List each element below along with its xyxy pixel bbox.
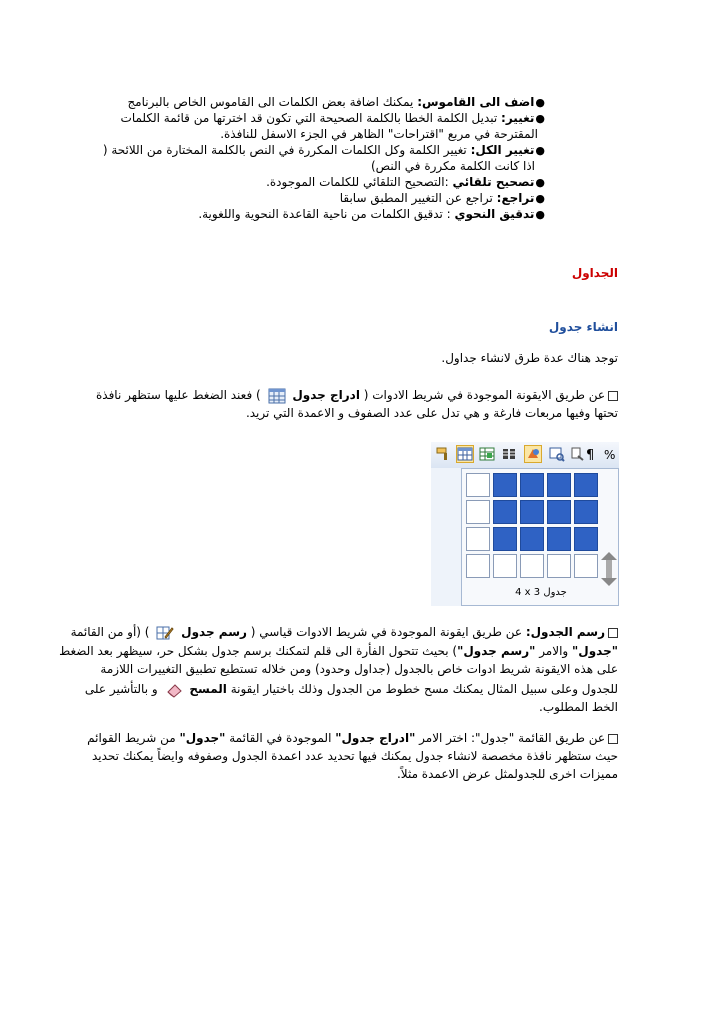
grid-cell-selected[interactable] bbox=[574, 527, 598, 551]
grid-cell[interactable] bbox=[466, 527, 490, 551]
table-picker-screenshot bbox=[431, 442, 619, 606]
method2-text: ) (أو من القائمة bbox=[70, 625, 150, 639]
bullet-bold: تراجع: bbox=[496, 191, 535, 205]
zoom-percent-icon bbox=[603, 446, 619, 462]
method3-bold: "ادراج جدول" bbox=[335, 731, 416, 745]
method2-line bbox=[71, 624, 618, 641]
grid-cell-selected[interactable] bbox=[493, 500, 517, 524]
method3-text: من شريط القوائم bbox=[87, 731, 180, 745]
grid-cell[interactable] bbox=[466, 554, 490, 578]
bullet-item bbox=[340, 190, 545, 207]
bullet-dot: ● bbox=[535, 112, 545, 125]
method2-line: الخط المطلوب. bbox=[539, 700, 618, 714]
method2-text: والامر bbox=[535, 644, 573, 658]
subsection-heading: انشاء جدول bbox=[548, 320, 618, 334]
svg-text:%: % bbox=[604, 448, 616, 462]
method1-line bbox=[96, 387, 618, 404]
method3-text: الموجودة في القائمة bbox=[225, 731, 336, 745]
bullet-bold: تدقيق النحوي bbox=[454, 207, 535, 221]
method2-text: للجدول وعلى سبيل المثال يمكنك مسح خطوط من الجدول وذلك باختيار ايقونة bbox=[230, 682, 618, 696]
method3-text: عن طريق القائمة "جدول": اختر الامر bbox=[415, 731, 605, 745]
insert-table-icon bbox=[457, 446, 473, 462]
method3-line bbox=[87, 730, 618, 746]
bullet-dot: ● bbox=[535, 96, 545, 109]
grid-cell-selected[interactable] bbox=[520, 500, 544, 524]
bullet-dot: ● bbox=[535, 208, 545, 221]
grid-cell-selected[interactable] bbox=[520, 527, 544, 551]
bullet-bold: تغيير الكل: bbox=[470, 143, 535, 157]
method2-text: ) بحيث تتحول الفأرة الى قلم لتمكنك برسم جدول بشكل حر، سيظهر بعد الضغط bbox=[59, 644, 458, 658]
method2-bold: "جدول" bbox=[572, 644, 618, 658]
grid-cell-selected[interactable] bbox=[574, 500, 598, 524]
format-painter-icon bbox=[435, 446, 451, 462]
grid-cell-selected[interactable] bbox=[547, 527, 571, 551]
bullet-item bbox=[103, 142, 545, 159]
method1-text: ) فعند الضغط عليها ستظهر نافذة bbox=[95, 388, 261, 402]
bullet-item bbox=[266, 174, 545, 191]
bullet-text: تراجع عن التغيير المطبق سابقا bbox=[339, 191, 497, 205]
left-panel-strip bbox=[431, 468, 461, 606]
drawing-icon bbox=[525, 446, 541, 462]
ruler-marker-icon bbox=[599, 550, 619, 586]
bullet-dot: ● bbox=[535, 144, 545, 157]
grid-cell[interactable] bbox=[520, 554, 544, 578]
grid-cell-selected[interactable] bbox=[547, 500, 571, 524]
grid-cell[interactable] bbox=[466, 500, 490, 524]
grid-cell-selected[interactable] bbox=[493, 527, 517, 551]
bullet-text: تبديل الكلمة الخطا بالكلمة الصحيحة التي تكون قد اخترتها من قائمة الكلمات bbox=[120, 111, 502, 125]
method1-text: عن طريق الايقونة الموجودة في شريط الادوات ( bbox=[363, 388, 605, 402]
grid-size-caption: 4 x 3 جدول bbox=[515, 587, 567, 598]
grid-cell[interactable] bbox=[574, 554, 598, 578]
method1-line: تحتها وفيها مربعات فارغة و هي تدل على عدد الصفوف و الاعمدة التي تريد. bbox=[245, 406, 618, 420]
bullet-bold: اضف الى القاموس: bbox=[417, 95, 535, 109]
table-grid-panel bbox=[461, 468, 619, 606]
section-heading: الجداول bbox=[571, 266, 618, 280]
method1-bold: ادراج جدول bbox=[292, 388, 360, 402]
checkbox-bullet-icon bbox=[608, 391, 618, 401]
bullet-text: تغيير الكلمة وكل الكلمات المكررة في النص بالكلمة المختارة من اللائحة ( bbox=[102, 143, 471, 157]
method3-line: حيث ستظهر نافذة مخصصة لانشاء جدول يمكنك فيها تحديد عدد اعمدة الجدول وصفوفه وايضاً يمكنك تحديد bbox=[91, 749, 618, 763]
method2-bold: المسح bbox=[189, 682, 227, 696]
bullet-bold: تغيير: bbox=[501, 111, 535, 125]
checkbox-bullet-icon bbox=[608, 628, 618, 638]
bullet-text: : تدقيق الكلمات من ناحية القاعدة النحوية واللغوية. bbox=[198, 207, 455, 221]
grid-cell[interactable] bbox=[493, 554, 517, 578]
document-map-icon bbox=[549, 446, 565, 462]
checkbox-bullet-icon bbox=[608, 734, 618, 744]
bullet-text: اذا كانت الكلمة مكررة في النص) bbox=[370, 159, 535, 173]
method2-text: عن طريق ايقونة الموجودة في شريط الادوات قياسي ( bbox=[250, 625, 526, 639]
columns-icon bbox=[501, 446, 517, 462]
intro-paragraph: توجد هناك عدة طرق لانشاء جداول. bbox=[441, 351, 618, 365]
method2-text: و بالتأشير على bbox=[84, 682, 158, 696]
grid-cell-selected[interactable] bbox=[547, 473, 571, 497]
insert-table-icon bbox=[268, 388, 286, 404]
bullet-item bbox=[127, 94, 545, 111]
bullet-continuation bbox=[220, 126, 538, 142]
grid-cell[interactable] bbox=[547, 554, 571, 578]
bullet-item bbox=[121, 110, 545, 127]
method2-line bbox=[59, 643, 618, 659]
draw-table-icon bbox=[156, 625, 174, 641]
bullet-bold: تصحيح تلقائي bbox=[452, 175, 535, 189]
toolbar-strip bbox=[431, 442, 619, 469]
bullet-text: :التصحيح التلقائي للكلمات الموجودة. bbox=[266, 175, 453, 189]
method2-bold: "رسم جدول" bbox=[457, 644, 536, 658]
grid-cell[interactable] bbox=[466, 473, 490, 497]
excel-worksheet-icon bbox=[479, 446, 495, 462]
method2-line bbox=[85, 681, 618, 698]
eraser-icon bbox=[165, 682, 183, 698]
bullet-text: المقترحة في مربع "اقتراحات" الظاهر في الجزء الاسفل للنافذة. bbox=[220, 127, 538, 141]
bullet-dot: ● bbox=[535, 176, 545, 189]
bullet-item bbox=[198, 206, 545, 223]
method3-line: مميزات اخرى للجدولمثل عرض الاعمدة مثلاً. bbox=[396, 767, 618, 781]
pilcrow-icon bbox=[583, 446, 599, 462]
grid-cell-selected[interactable] bbox=[493, 473, 517, 497]
svg-text:¶: ¶ bbox=[586, 448, 595, 462]
bullet-continuation bbox=[371, 158, 535, 174]
method2-line: على هذه الايقونة شريط ادوات خاص بالجدول (جداول وحدود) ومن خلاله تستطيع تطبيق التغييرات اللازمة bbox=[100, 662, 618, 676]
method3-bold: "جدول" bbox=[179, 731, 226, 745]
method2-bold: رسم الجدول: bbox=[525, 625, 605, 639]
bullet-dot: ● bbox=[535, 192, 545, 205]
bullet-text: يمكنك اضافة بعض الكلمات الى القاموس الخاص بالبرنامج bbox=[127, 95, 418, 109]
grid-cell-selected[interactable] bbox=[574, 473, 598, 497]
grid-cell-selected[interactable] bbox=[520, 473, 544, 497]
method2-bold: رسم جدول bbox=[181, 625, 247, 639]
